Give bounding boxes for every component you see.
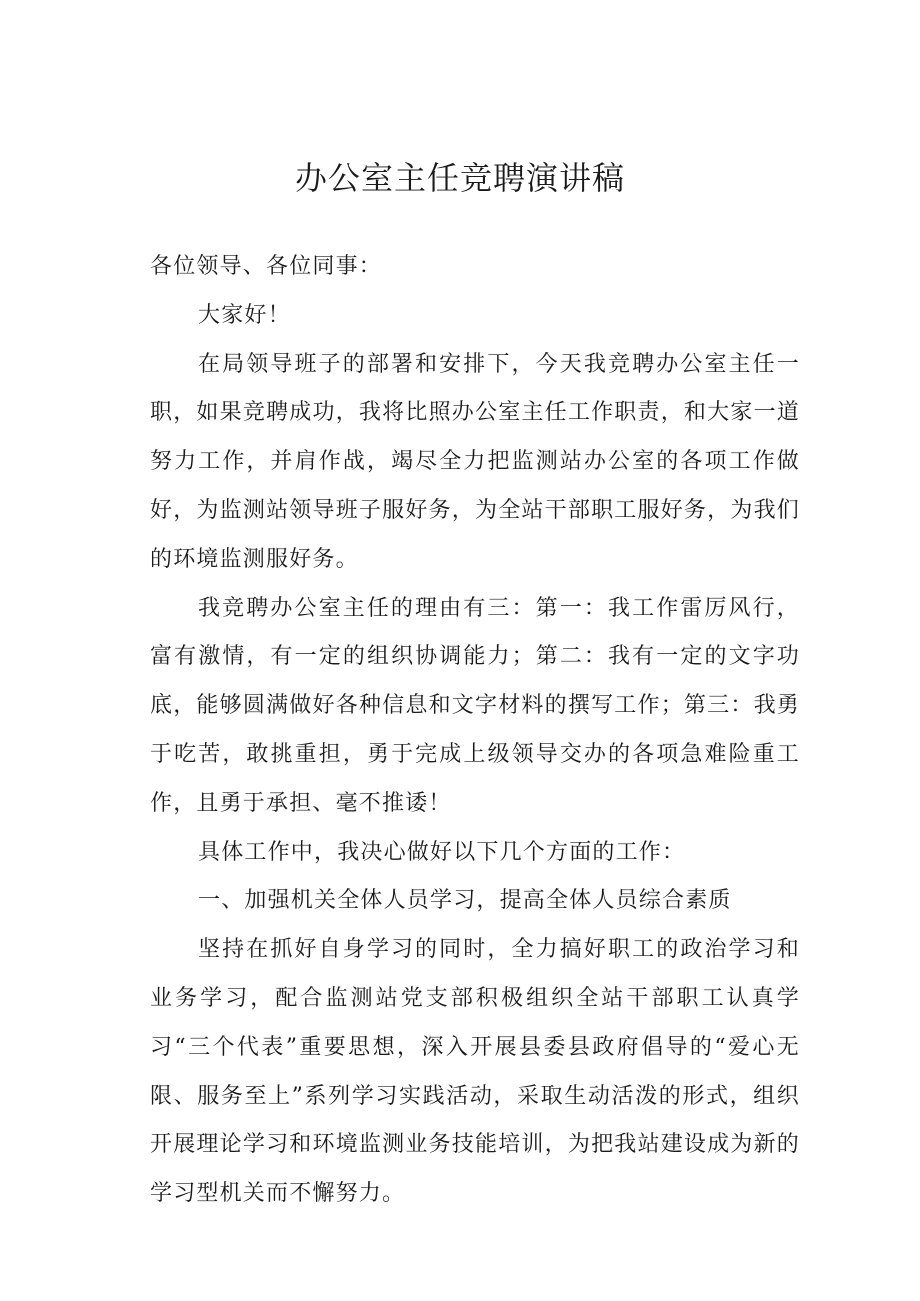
paragraph-greeting: 大家好！ (198, 302, 291, 328)
paragraph-section-1: 坚持在抓好自身学习的同时，全力搞好职工的政治学习和业务学习，配合监测站党支部积极组织全站干部职工认真学习“三个代表”重要思想，深入开展县委县政府倡导的“爱心无限、服务至上”系列学习实践活动，采取生动活泼的形式，组织开展理论学习和环境监测业务技能培训，为把我站建设成为新的学习型机关而不懈努力。 (150, 937, 800, 1207)
section-heading-1: 一、加强机关全体人员学习，提高全体人员综合素质 (198, 888, 732, 914)
document-title: 办公室主任竞聘演讲稿 (294, 159, 625, 197)
document-body (150, 243, 800, 1219)
paragraph-reasons: 我竞聘办公室主任的理由有三：第一：我工作雷厉风行，富有激情，有一定的组织协调能力；第二：我有一定的文字功底，能够圆满做好各种信息和文字材料的撰写工作；第三：我勇于吃苦，敢挑重担，勇于完成上级领导交办的各项急难险重工作，且勇于承担、毫不推诿！ (150, 595, 800, 816)
salutation: 各位领导、各位同事： (150, 254, 383, 279)
paragraph-introduction: 在局领导班子的部署和安排下，今天我竞聘办公室主任一职，如果竞聘成功，我将比照办公室主任工作职责，和大家一道努力工作，并肩作战，竭尽全力把监测站办公室的各项工作做好，为监测站领导班子服好务，为全站干部职工服好务，为我们的环境监测服好务。 (150, 351, 800, 572)
paragraph-work-plan-intro: 具体工作中，我决心做好以下几个方面的工作： (198, 839, 686, 865)
